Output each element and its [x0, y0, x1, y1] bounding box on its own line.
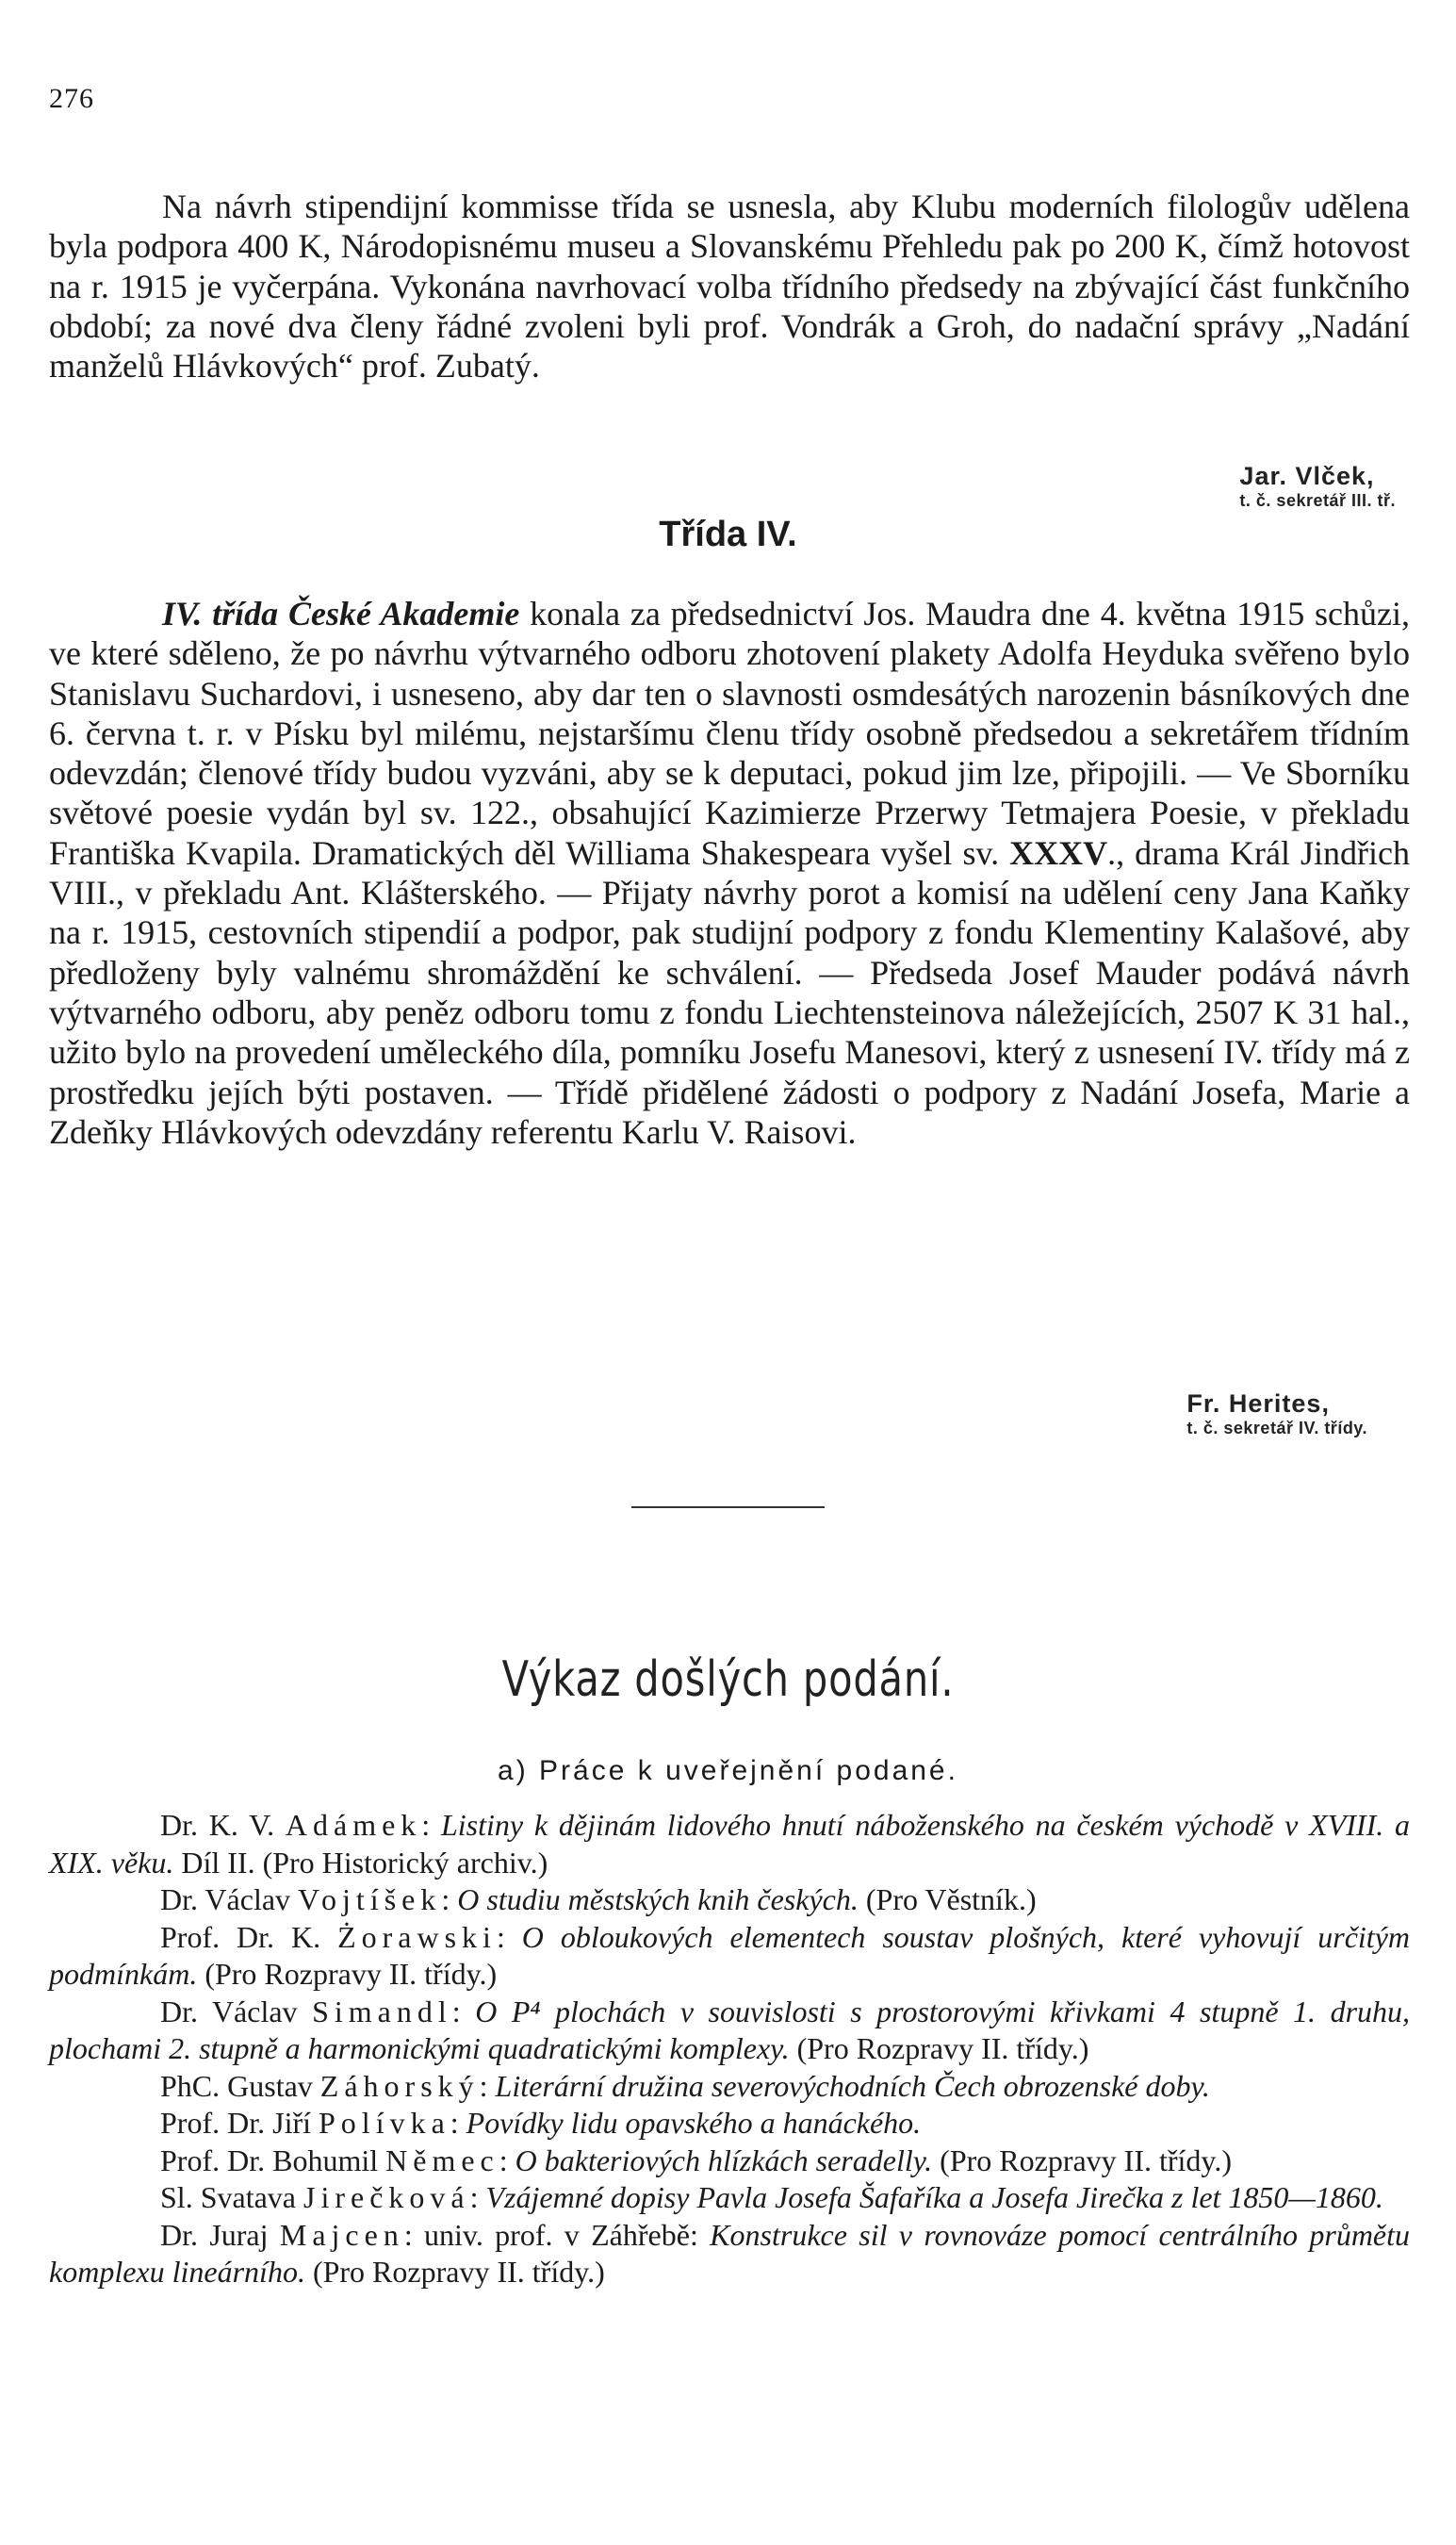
author-prefix: Dr. Juraj — [160, 2217, 269, 2252]
list-item: Dr. K. V. Adámek: Listiny k dějinám lidového hnutí náboženského na českém východě v XVIII. a XIX. věku. Díl II. (Pro Historický archiv.) — [49, 1808, 1411, 1880]
volume-number: XXXV — [1009, 833, 1108, 872]
work-note: (Pro Rozpravy II. třídy.) — [204, 1957, 498, 1991]
work-note: (Pro Rozpravy II. třídy.) — [940, 2143, 1232, 2177]
work-title: Literární družina severovýchodních Čech obrozenské doby. — [495, 2068, 1210, 2103]
author-surname: Majcen — [279, 2217, 404, 2252]
work-title: O bakteriových hlízkách seradelly. — [515, 2143, 933, 2177]
work-title: O P⁴ plochách v souvislosti s prostorovými křivkami 4 stupně 1. druhu, plochami 2. stupně a harmonickými quadratickými komplexy. — [49, 1994, 1411, 2065]
work-title: Povídky lidu opavského a hanáckého. — [466, 2106, 922, 2140]
author-prefix: PhC. Gustav — [160, 2068, 313, 2103]
author-prefix: Dr. Václav — [160, 1994, 298, 2028]
work-note: (Pro Rozpravy II. třídy.) — [796, 2031, 1089, 2065]
list-item: Sl. Svatava Jirečková: Vzájemné dopisy Pavla Josefa Šafaříka a Josefa Jirečka z let 1850—1860. — [160, 2180, 1383, 2214]
author-prefix: Prof. Dr. Jiří — [160, 2106, 311, 2140]
author-surname: Żorawski — [337, 1919, 497, 1954]
author-surname: Polívka — [319, 2106, 450, 2140]
signature-class-iii — [1239, 462, 1396, 511]
list-item: PhC. Gustav Záhorský: Literární družina severovýchodních Čech obrozenské doby. — [160, 2068, 1210, 2103]
work-title: Listiny k dějinám lidového hnutí náboženského na českém východě v XVIII. a XIX. věku. — [49, 1808, 1411, 1880]
list-item: Prof. Dr. K. Żorawski: O obloukových elementech soustav plošných, které vyhovují určitým podmínkám. (Pro Rozpravy II. třídy.) — [49, 1919, 1411, 1991]
signature-name: Jar. Vlček, — [1239, 462, 1375, 490]
author-surname: Vojtíšek — [298, 1882, 442, 1916]
signature-role: t. č. sekretář III. tř. — [1239, 491, 1396, 510]
work-title: O obloukových elementech soustav plošných, které vyhovují určitým podmínkám. — [49, 1919, 1411, 1991]
work-note: (Pro Rozpravy II. třídy.) — [312, 2255, 605, 2289]
list-item: Prof. Dr. Bohumil Němec: O bakteriových hlízkách seradelly. (Pro Rozpravy II. třídy.) — [160, 2143, 1232, 2177]
author-surname: Záhorský — [319, 2068, 480, 2103]
author-prefix: Dr. Václav — [160, 1882, 291, 1916]
work-note: (Pro Věstník.) — [865, 1882, 1037, 1916]
author-affiliation: univ. prof. v Záhřebě — [424, 2217, 690, 2252]
author-prefix: Dr. K. V. — [160, 1808, 275, 1842]
submissions-list — [49, 1807, 1410, 2291]
paragraph-text-a: konala za předsednictví Jos. Maudra dne 4. května 1915 schůzi, ve které sděleno, že po návrhu výtvarného odboru zhotovení plakety Adolfa Heyduka svěřeno bylo Stanislavu Suchardovi, i usneseno, aby dar ten o slavnosti osmdesátých narozenin básníkových dne 6. června t. r. v Písku byl milému, nejstaršímu členu třídy osobně předsedou a sekretářem třídním odevzdán; členové třídy budou vyzváni, aby se k deputaci, pokud jim lze, připojili. — Ve Sborníku světové poesie vydán byl sv. 122., obsahující Kazimierze Przerwy Tetmajera Poesie, v překladu Františka Kvapila. Dramatických děl Williama Shakespeara vyšel sv. — [49, 595, 1410, 872]
paragraph-text-b: ., drama Král Jindřich VIII., v překladu Ant. Klášterského. — Přijaty návrhy porot a komisí na udělení ceny Jana Kaňky na r. 1915, cestovních stipendií a podpor, pak studijní podpory z fondu Klementiny Kalašové, aby předloženy byly valnému shromáždění ke schválení. — Předseda Josef Mauder podává návrh výtvarného odboru, aby peněz odboru tomu z fondu Liechtensteinova náležejících, 2507 K 31 hal., užito bylo na provedení uměleckého díla, pomníku Josefu Manesovi, který z usnesení IV. třídy má z prostředku jejích býti postaven. — Třídě přidělené žádosti o podpory z Nadání Josefa, Marie a Zdeňky Hlávkových odevzdány referentu Karlu V. Raisovi. — [49, 833, 1410, 1151]
list-item: Dr. Juraj Majcen: univ. prof. v Záhřebě: Konstrukce sil v rovnováze pomocí centrálního průmětu komplexu lineárního. (Pro Rozpravy II. třídy.) — [49, 2217, 1411, 2289]
subsection-title: a) Práce k uveřejnění podané. — [498, 1755, 958, 1786]
author-surname: Jirečková — [303, 2180, 470, 2214]
signature-role: t. č. sekretář IV. třídy. — [1186, 1419, 1367, 1437]
author-surname: Adámek — [285, 1808, 422, 1842]
report-title: Výkaz došlých podání. — [501, 1651, 955, 1708]
author-prefix: Sl. Svatava — [160, 2180, 296, 2214]
paragraph-class-iv-meeting — [49, 594, 1410, 1152]
list-item: Dr. Václav Simandl: O P⁴ plochách v souvislosti s prostorovými křivkami 4 stupně 1. druhu, plochami 2. stupně a harmonickými quadratickými komplexy. (Pro Rozpravy II. třídy.) — [49, 1994, 1411, 2065]
divider-rule — [631, 1506, 825, 1508]
work-title: O studiu městských knih českých. — [457, 1882, 859, 1916]
signature-class-iv — [1186, 1389, 1367, 1438]
work-title: Konstrukce sil v rovnováze pomocí centrálního průmětu komplexu lineárního. — [49, 2217, 1411, 2289]
list-item: Prof. Dr. Jiří Polívka: Povídky lidu opavského a hanáckého. — [160, 2106, 922, 2140]
work-title: Vzájemné dopisy Pavla Josefa Šafaříka a Josefa Jirečka z let 1850—1860. — [485, 2180, 1383, 2214]
section-heading: Třída IV. — [659, 515, 797, 554]
author-prefix: Prof. Dr. K. — [160, 1919, 321, 1954]
page-number: 276 — [49, 83, 94, 114]
author-prefix: Prof. Dr. Bohumil — [160, 2143, 379, 2177]
lead-phrase: IV. třída České Akademie — [162, 595, 520, 632]
signature-name: Fr. Herites, — [1186, 1389, 1330, 1418]
author-surname: Němec — [385, 2143, 499, 2177]
work-note: Díl II. (Pro Historický archiv.) — [181, 1845, 548, 1880]
list-item: Dr. Václav Vojtíšek: O studiu městských knih českých. (Pro Věstník.) — [160, 1882, 1037, 1916]
author-surname: Simandl — [312, 1994, 452, 2028]
paragraph-stipend-commission: Na návrh stipendijní kommisse třída se usnesla, aby Klubu moderních filologův udělena byla podpora 400 K, Národopisnému museu a Slovanskému Přehledu pak po 200 K, čímž hotovost na r. 1915 je vyčerpána. Vykonána navrhovací volba třídního předsedy na zbývající část funkčního období; za nové dva členy řádné zvoleni byli prof. Vondrák a Groh, do nadační správy „Nadání manželů Hlávkových“ prof. Zubatý. — [49, 188, 1410, 386]
